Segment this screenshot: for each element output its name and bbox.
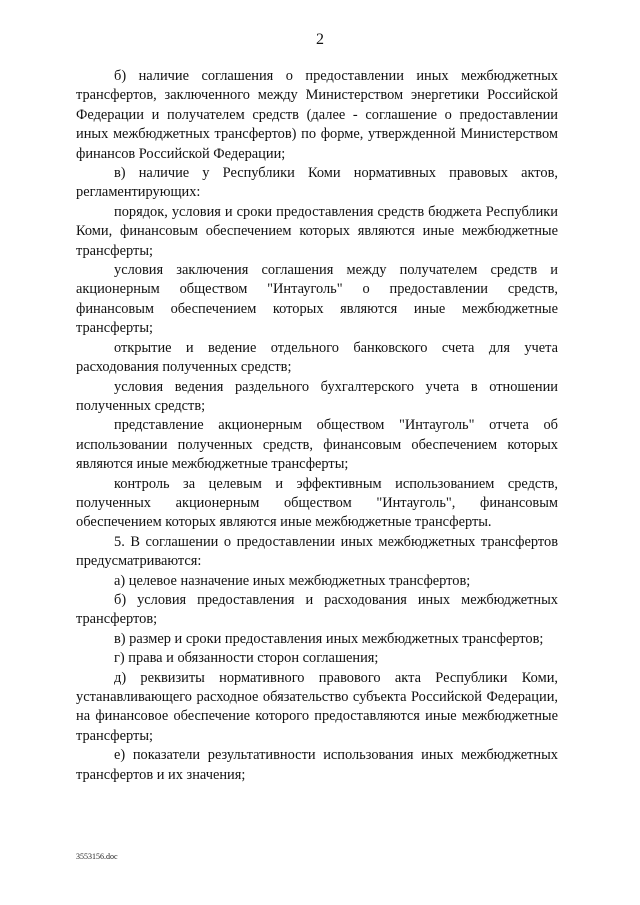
paragraph-item-g-rights: г) права и обязанности сторон соглашения; [114,650,379,667]
paragraph-item-e-indicators: е) показатели результативности использования иных межбюджетных трансфертов и их значения; [76,747,558,783]
document-body [76,67,558,785]
paragraph-item-b-agreement: б) наличие соглашения о предоставлении иных межбюджетных трансфертов, заключенного между Министерством энергетики Российской Федерации и получателем средств (далее - соглашение о предоставлении иных межбюджетных трансфертов) по форме, утвержденной Министерством финансов Российской Федерации; [76,68,558,162]
paragraph-section-5: 5. В соглашении о предоставлении иных межбюджетных трансфертов предусматриваются: [76,533,558,570]
page-number: 2 [316,31,324,48]
paragraph-item-a-purpose: а) целевое назначение иных межбюджетных трансфертов; [114,572,471,589]
paragraph-item-d-requisites: д) реквизиты нормативного правового акта Республики Коми, устанавливающего расходное обязательство субъекта Российской Федерации, на финансовое обеспечение которого предоставляются иные межбюджетные трансферты; [76,669,558,744]
paragraph-bank-account: открытие и ведение отдельного банковского счета для учета расходования полученных средств; [76,339,558,376]
paragraph-separate-accounting: условия ведения раздельного бухгалтерского учета в отношении полученных средств; [76,378,558,414]
paragraph-procedure-terms: порядок, условия и сроки предоставления средств бюджета Республики Коми, финансовым обеспечением которых являются иные межбюджетные трансферты; [76,203,558,259]
paragraph-agreement-conditions: условия заключения соглашения между получателем средств и акционерным обществом "Интауголь" о предоставлении средств, финансовым обеспечением которых являются иные межбюджетные трансферты; [76,262,558,337]
paragraph-item-v-amount: в) размер и сроки предоставления иных межбюджетных трансфертов; [114,630,544,647]
paragraph-item-b-conditions: б) условия предоставления и расходования иных межбюджетных трансфертов; [76,591,558,628]
paragraph-report: представление акционерным обществом "Интауголь" отчета об использовании полученных средств, финансовым обеспечением которых являются иные межбюджетные трансферты; [76,417,558,473]
paragraph-item-v-normative-acts: в) наличие у Республики Коми нормативных правовых актов, регламентирующих: [76,165,558,201]
footer-filename: 3553156.doc [76,852,118,861]
paragraph-control: контроль за целевым и эффективным использованием средств, полученных акционерным обществом "Интауголь", финансовым обеспечением которых являются иные межбюджетные трансферты. [76,475,558,531]
